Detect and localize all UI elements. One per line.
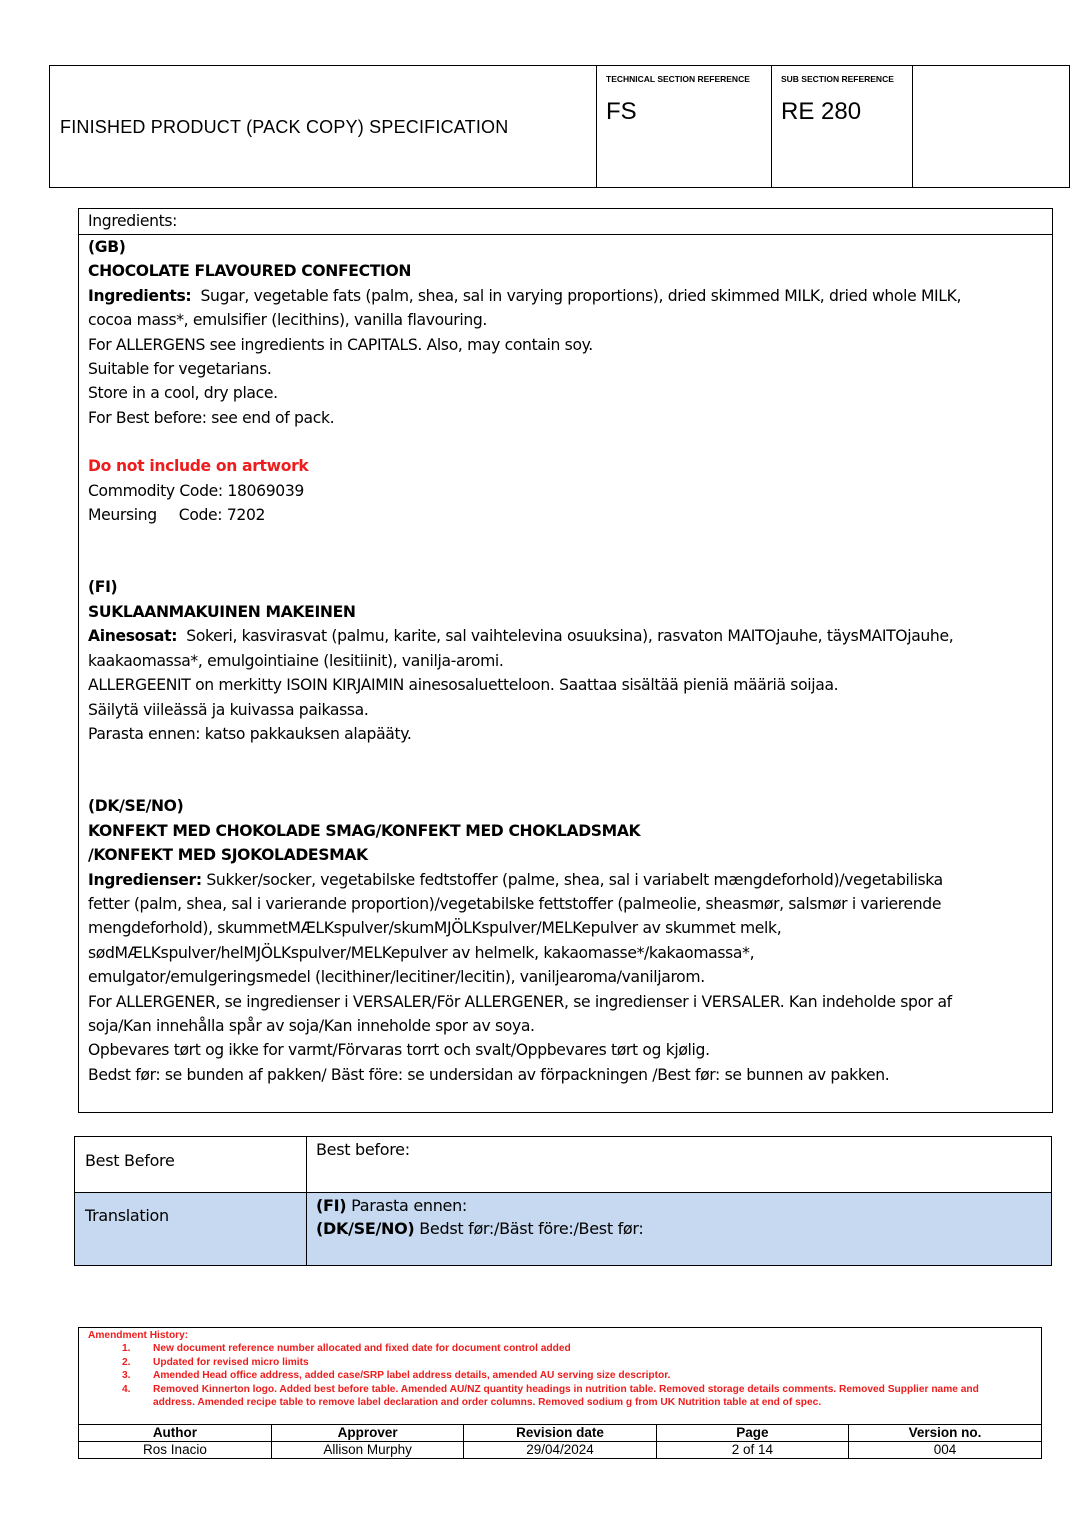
dk-code: (DK/SE/NO)	[88, 797, 184, 816]
best-before-row	[75, 1137, 1051, 1193]
fi-storage: Säilytä viileässä ja kuivassa paikassa.	[88, 700, 369, 719]
best-before-label: Best Before	[85, 1151, 175, 1170]
translation-dk-text: Bedst før:/Bäst före:/Best før:	[414, 1219, 644, 1238]
best-before-table	[74, 1136, 1052, 1266]
translation-fi	[316, 1196, 467, 1215]
fi-product-name: SUKLAANMAKUINEN MAKEINEN	[88, 602, 356, 621]
amendment-item-text: Updated for revised micro limits	[153, 1356, 309, 1368]
technical-section-reference-value: FS	[606, 98, 637, 125]
translation-label: Translation	[85, 1206, 169, 1225]
amendment-item-number: 2.	[122, 1356, 131, 1368]
amendment-item-text: Removed Kinnerton logo. Added best before table. Amended AU/NZ quantity headings in nutrition table. Removed storage details comments. Removed Supplier name and address. Amended recipe table to remove label declaration and order columns. Removed sodium g from UK Nutrition table at end of spec.	[153, 1383, 979, 1408]
dk-product-name-cont: /KONFEKT MED SJOKOLADESMAK	[88, 846, 368, 865]
revision-table-row	[79, 1442, 1041, 1459]
meursing-value: Code: 7202	[178, 506, 266, 525]
gb-ingredients-label: Ingredients:	[88, 286, 192, 305]
gb-storage: Store in a cool, dry place.	[88, 384, 278, 403]
ingredients-body	[79, 235, 1052, 1087]
dk-allergens-cont: soja/Kan innehålla spår av soja/Kan inneholde spor av soya.	[88, 1016, 535, 1035]
fi-best-before: Parasta ennen: katso pakkauksen alapääty.	[88, 724, 412, 743]
revision-date-header: Revision date	[464, 1425, 656, 1442]
amendment-history-title: Amendment History:	[88, 1330, 189, 1341]
page-header: Page	[656, 1425, 848, 1442]
header-title-cell	[50, 66, 596, 187]
header-empty-cell	[912, 66, 1069, 187]
amendment-item-number: 1.	[122, 1343, 131, 1354]
meursing-label: Meursing	[88, 506, 157, 525]
best-before-label-cell	[75, 1137, 307, 1192]
dk-ingredients-line3: mengdeforhold), skummetMÆLKspulver/skumMJÖLKspulver/MELKepulver av skummet melk,	[88, 919, 782, 938]
translation-label-cell	[75, 1193, 307, 1265]
dk-storage: Opbevares tørt og ikke for varmt/Förvaras torrt och svalt/Oppbevares tørt og kjølig.	[88, 1041, 710, 1060]
dk-ingredients-line2: fetter (palm, shea, sal i varierande proportion)/vegetabilske fettstoffer (palmeolie, sheasmør, salsmør i varierende	[88, 894, 942, 913]
revision-date-value: 29/04/2024	[464, 1442, 656, 1459]
ingredients-box	[78, 208, 1053, 1113]
dk-product-name: KONFEKT MED CHOKOLADE SMAG/KONFEKT MED CHOKLADSMAK	[88, 821, 641, 840]
amendment-item-number: 3.	[122, 1370, 131, 1381]
dk-ingredients-line5: emulgator/emulgeringsmedel (lecithiner/lecitiner/lecitin), vaniljearoma/vaniljarom.	[88, 968, 705, 987]
commodity-code: Commodity Code: 18069039	[88, 481, 304, 500]
dk-ingredients-label: Ingredienser:	[88, 870, 202, 889]
technical-section-reference-label: TECHNICAL SECTION REFERENCE	[606, 74, 750, 84]
gb-best-before: For Best before: see end of pack.	[88, 408, 335, 427]
dk-best-before: Bedst før: se bunden af pakken/ Bäst före: se undersidan av förpackningen /Best før: se bunnen av pakken.	[88, 1065, 890, 1084]
translation-dk-code: (DK/SE/NO)	[316, 1219, 415, 1238]
dk-ingredients	[88, 868, 1043, 892]
fi-ingredients-cont: kaakaomassa*, emulgointiaine (lesitiinit), vanilja-aromi.	[88, 651, 504, 670]
fi-ingredients-label: Ainesosat:	[88, 627, 178, 646]
page-value: 2 of 14	[656, 1442, 848, 1459]
dk-allergens: For ALLERGENER, se ingredienser i VERSALER/För ALLERGENER, se ingredienser i VERSALER. Kan indeholde spor af	[88, 992, 952, 1011]
amendment-item-text: Amended Head office address, added case/SRP label address details, amended AU serving size descriptor.	[153, 1370, 671, 1381]
best-before-value: Best before:	[316, 1140, 410, 1159]
sub-section-reference-value: RE 280	[781, 98, 862, 125]
document-title: FINISHED PRODUCT (PACK COPY) SPECIFICATION	[60, 117, 509, 137]
amendment-history-notes	[79, 1328, 1041, 1424]
gb-ingredients-text: Sugar, vegetable fats (palm, shea, sal in varying proportions), dried skimmed MILK, dried whole MILK,	[191, 286, 962, 305]
fi-ingredients-text: Sokeri, kasvirasvat (palmu, karite, sal vaihtelevina osuuksina), rasvaton MAITOjauhe, täysMAITOjauhe,	[177, 627, 954, 646]
sub-section-reference-label: SUB SECTION REFERENCE	[781, 74, 894, 84]
translation-row	[75, 1193, 1051, 1265]
spec-header	[49, 65, 1070, 188]
fi-allergens: ALLERGEENIT on merkitty ISOIN KIRJAIMIN ainesosaluetteloon. Saattaa sisältää pieniä määriä soijaa.	[88, 676, 839, 695]
ingredients-heading: Ingredients:	[79, 209, 1052, 235]
gb-code: (GB)	[88, 238, 126, 256]
amendment-history	[78, 1327, 1042, 1459]
revision-table	[79, 1424, 1041, 1458]
dk-ingredients-text: Sukker/socker, vegetabilske fedtstoffer (palme, shea, sal i variabelt mængdeforhold)/vegetabiliska	[201, 870, 943, 889]
amendment-item-text: New document reference number allocated and fixed date for document control added	[153, 1343, 571, 1354]
gb-allergens: For ALLERGENS see ingredients in CAPITALS. Also, may contain soy.	[88, 335, 593, 354]
technical-section-reference-cell	[596, 66, 771, 187]
gb-ingredients	[88, 284, 1043, 308]
artwork-warning: Do not include on artwork	[88, 457, 309, 476]
dk-ingredients-line4: sødMÆLKspulver/helMJÖLKspulver/MELKepulver av helmelk, kakaomasse*/kakaomassa*,	[88, 943, 755, 962]
translation-dk	[316, 1219, 644, 1238]
revision-table-header	[79, 1425, 1041, 1442]
gb-ingredients-cont: cocoa mass*, emulsifier (lecithins), vanilla flavouring.	[88, 311, 488, 330]
author-header: Author	[79, 1425, 271, 1442]
meursing-code	[88, 503, 1043, 527]
version-value: 004	[849, 1442, 1041, 1459]
gb-vegetarian: Suitable for vegetarians.	[88, 360, 272, 379]
fi-ingredients	[88, 624, 1043, 648]
fi-code: (FI)	[88, 578, 118, 597]
translation-fi-code: (FI)	[316, 1196, 347, 1215]
version-header: Version no.	[849, 1425, 1041, 1442]
author-value: Ros Inacio	[79, 1442, 271, 1459]
approver-header: Approver	[271, 1425, 463, 1442]
translation-fi-text: Parasta ennen:	[346, 1196, 468, 1215]
amendment-item-number: 4.	[122, 1383, 131, 1395]
approver-value: Allison Murphy	[271, 1442, 463, 1459]
gb-product-name: CHOCOLATE FLAVOURED CONFECTION	[88, 262, 412, 281]
sub-section-reference-cell	[771, 66, 912, 187]
